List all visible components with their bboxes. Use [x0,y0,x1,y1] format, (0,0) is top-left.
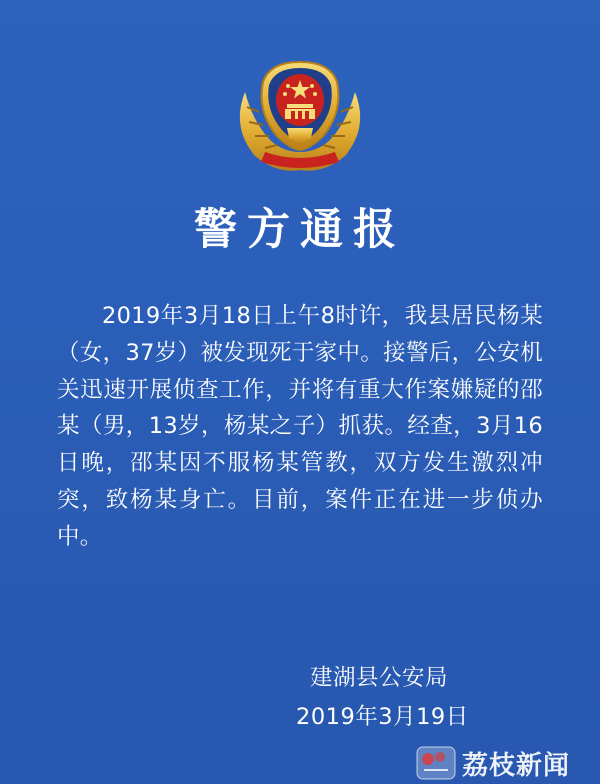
watermark [416,742,600,784]
notice-title: 警方通报 [194,205,406,255]
signature-date: 2019年3月19日 [296,704,469,730]
police-emblem-icon [225,52,375,177]
signature-organization: 建湖县公安局 [310,665,449,691]
watermark-brand: 荔枝新闻 [462,750,571,781]
litchi-news-logo-icon [416,746,456,780]
notice-body: 2019年3月18日上午8时许，我县居民杨某（女，37岁）被发现死于家中。接警后，公安机关迅速开展侦查工作，并将有重大作案嫌疑的邵某（男，13岁，杨某之子）抓获。经查，3月16日晚，邵某因不服杨某管教，双方发生激烈冲突，致杨某身亡。目前，案件正在进一步侦办中。 [57,303,543,550]
